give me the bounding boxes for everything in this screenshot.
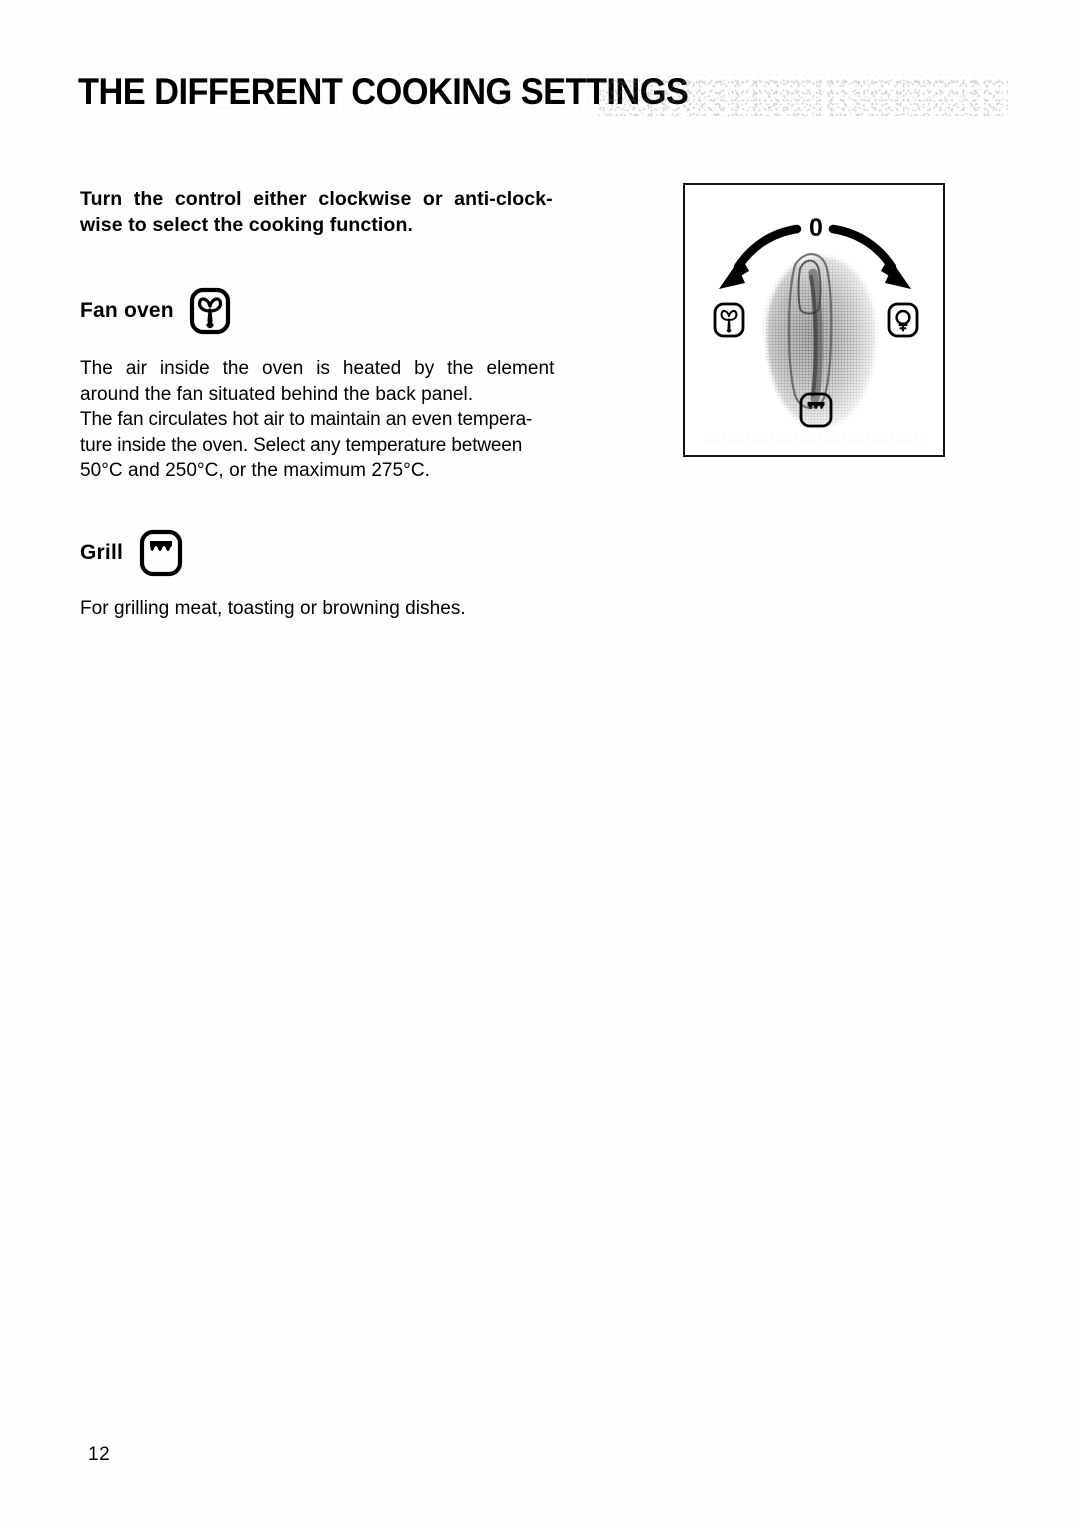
grill-icon (798, 391, 834, 429)
body-line: The fan circulates hot air to maintain an even tempera- (80, 409, 533, 430)
fan-icon (188, 286, 232, 336)
intro-paragraph (80, 186, 553, 238)
intro-line-1: Turn the control either clockwise or anti-clock- (80, 188, 553, 210)
body-line: around the fan situated behind the back panel. (80, 383, 474, 405)
body-line: ture inside the oven. Select any temperature between (80, 434, 523, 456)
body-line: 50°C and 250°C, or the maximum 275°C. (80, 460, 430, 481)
knob-zero-label: 0 (809, 214, 823, 242)
setting-label-fan-oven: Fan oven (80, 299, 174, 322)
intro-line-2: wise to select the cooking function. (80, 214, 413, 236)
body-line: For grilling meat, toasting or browning dishes. (80, 597, 466, 619)
knob-position-fan-oven[interactable] (712, 301, 746, 344)
page-title: THE DIFFERENT COOKING SETTINGS (78, 71, 689, 112)
setting-label-grill: Grill (80, 540, 124, 564)
setting-heading-grill (80, 528, 524, 578)
setting-body-grill (80, 596, 524, 622)
grill-icon (137, 528, 185, 578)
body-line: The air inside the oven is heated by the element (80, 358, 555, 379)
page-number: 12 (88, 1444, 111, 1465)
fan-icon (712, 301, 746, 339)
knob-position-oven-lamp[interactable] (886, 301, 920, 344)
setting-heading-fan-oven (80, 286, 524, 336)
content-column (80, 186, 555, 621)
setting-body-fan-oven (80, 356, 555, 484)
control-knob-diagram (683, 183, 945, 457)
page-header (78, 72, 1008, 118)
lamp-icon (886, 301, 920, 339)
knob-position-grill[interactable] (798, 391, 834, 434)
